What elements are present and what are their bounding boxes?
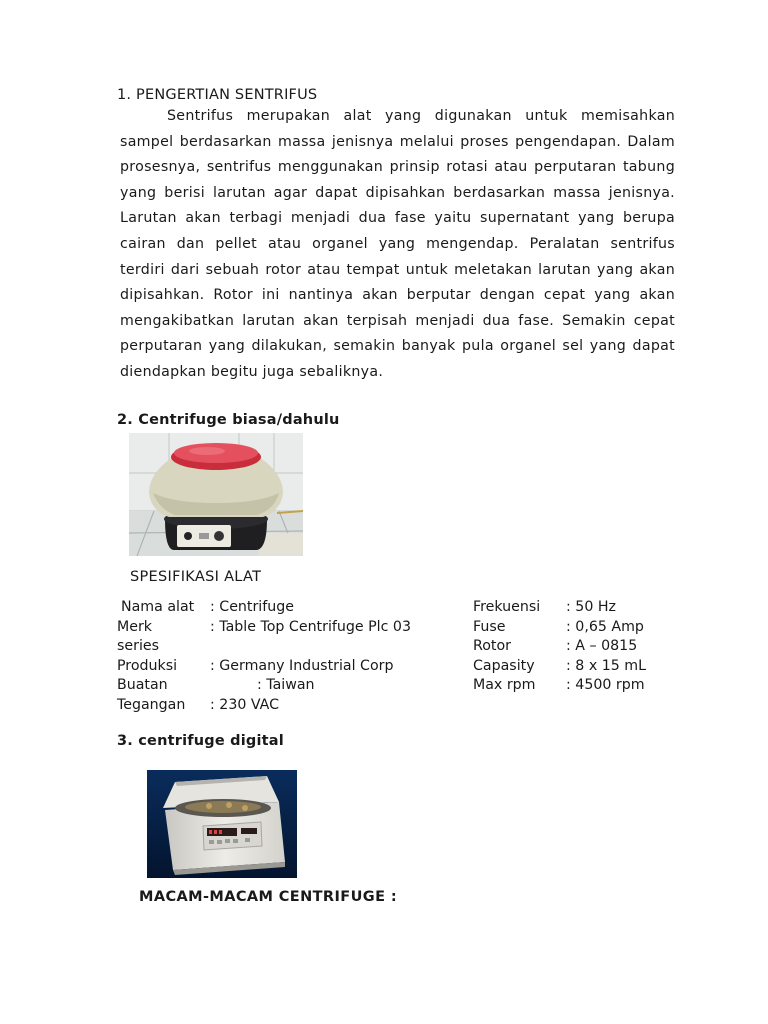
paragraph-text: Sentrifus merupakan alat yang digunakan untuk memisahkan sampel berdasarkan massa jenisnya melalui proses pengendapan. Dalam prosesnya, sentrifus menggunakan prinsip rotasi atau perputaran tabung yang berisi larutan agar dapat dipisahkan berdasarkan massa jenisnya. Larutan akan terbagi menjadi dua fase yaitu supernatant yang berupa cairan dan pellet atau organel yang mengendap. Peralatan sentrifus terdiri dari sebuah rotor atau tempat untuk meletakan larutan yang akan dipisahkan. Rotor ini nantinya akan berputar dengan cepat yang akan mengakibatkan larutan akan terpisah menjadi dua fase. Semakin cepat perputaran yang dilakukan, semakin banyak pula organel sel yang dapat diendapkan begitu juga sebaliknya.	[120, 108, 675, 380]
section-1-paragraph	[120, 104, 675, 386]
spec-maxrpm-value: : 4500 rpm	[566, 677, 645, 693]
spec-rotor-label: Rotor	[473, 638, 511, 654]
spec-merk-value: : Table Top Centrifuge Plc 03	[210, 619, 411, 635]
spec-fuse-label: Fuse	[473, 619, 506, 635]
spec-merk-continuation: series	[117, 638, 160, 654]
spec-fuse-value: : 0,65 Amp	[566, 619, 644, 635]
spec-title: SPESIFIKASI ALAT	[130, 569, 262, 585]
spec-rotor-value: : A – 0815	[566, 638, 638, 654]
spec-capasity-value: : 8 x 15 mL	[566, 658, 647, 674]
spec-maxrpm-label: Max rpm	[473, 677, 536, 693]
spec-nama-value: : Centrifuge	[210, 599, 294, 615]
spec-capasity-label: Capasity	[473, 658, 535, 674]
old-centrifuge-image	[129, 433, 303, 556]
spec-produksi-value: : Germany Industrial Corp	[210, 658, 394, 674]
spec-merk-label: Merk	[117, 619, 153, 635]
digital-centrifuge-image	[147, 770, 297, 878]
old-centrifuge-photo	[129, 433, 303, 556]
section-2-heading: 2. Centrifuge biasa/dahulu	[117, 412, 340, 428]
spec-frekuensi-label: Frekuensi	[473, 599, 541, 615]
spec-buatan-value: : Taiwan	[257, 677, 315, 693]
digital-centrifuge-photo	[147, 770, 297, 878]
spec-tegangan-value: : 230 VAC	[210, 697, 280, 713]
spec-tegangan-label: Tegangan	[117, 697, 186, 713]
section-3-heading: 3. centrifuge digital	[117, 733, 284, 749]
spec-frekuensi-value: : 50 Hz	[566, 599, 616, 615]
spec-buatan-label: Buatan	[117, 677, 168, 693]
spec-produksi-label: Produksi	[117, 658, 178, 674]
spec-nama-label: Nama alat	[121, 599, 195, 615]
section-4-heading: MACAM-MACAM CENTRIFUGE :	[139, 889, 398, 905]
section-1-heading: 1. PENGERTIAN SENTRIFUS	[117, 87, 318, 103]
